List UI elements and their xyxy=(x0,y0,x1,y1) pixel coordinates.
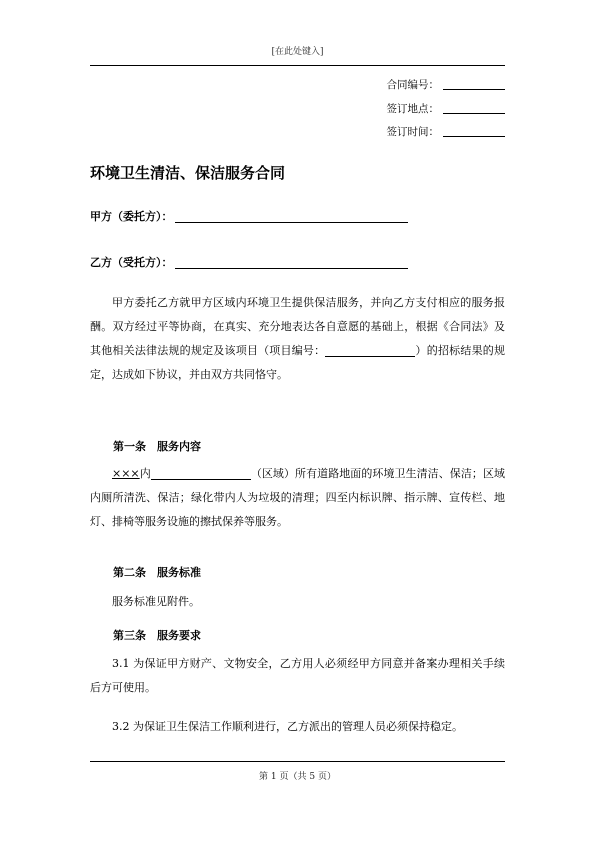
footer-rule xyxy=(90,761,505,762)
article-3-item-1: 3.1 为保证甲方财产、文物安全，乙方用人必须经甲方同意并备案办理相关手续后方可使用。 xyxy=(90,657,505,694)
article-1-paragraph xyxy=(90,462,505,534)
intro-text-1: 甲方委托乙方就甲方区域内环境卫生提供保洁服务，并向乙方支付相应的服务报酬。双方经过平等协商，在真实、充分地表达各自意愿的基础上，根据《合同法》及其他相关法律法规的规定及该项目（项目编号： xyxy=(90,296,505,357)
intro-text-2: ）的招标结果的规定，达成如下协议，并由双方共同恪守。 xyxy=(90,344,505,381)
party-b-row xyxy=(90,254,408,270)
sign-time-field[interactable] xyxy=(443,126,505,137)
party-a-label: 甲方（委托方）： xyxy=(90,210,173,223)
intro-paragraph xyxy=(90,291,505,387)
party-b-label: 乙方（受托方）： xyxy=(90,256,173,269)
sign-time-label: 签订时间： xyxy=(386,126,439,138)
article-3-heading: 第三条 服务要求 xyxy=(113,629,201,642)
party-b-field[interactable] xyxy=(175,257,408,269)
header-rule xyxy=(90,65,505,66)
party-a-field[interactable] xyxy=(175,211,408,223)
contract-number-field[interactable] xyxy=(443,79,505,90)
article-2-heading: 第二条 服务标准 xyxy=(113,566,201,579)
header-placeholder[interactable]: [在此处键入] xyxy=(271,47,324,57)
area-placeholder[interactable]: ××× xyxy=(112,467,140,480)
party-a-row xyxy=(90,208,408,224)
article-1-text: （区域）所有道路地面的环境卫生清洁、保洁；区域内厕所清洗、保洁；绿化带内人为垃圾的清理；四至内标识牌、指示牌、宣传栏、地灯、排椅等服务设施的擦拭保养等服务。 xyxy=(90,467,506,528)
page-number: 第 1 页（共 5 页） xyxy=(259,772,336,782)
area-field[interactable] xyxy=(151,468,251,480)
article-3-item-2: 3.2 为保证卫生保洁工作顺利进行，乙方派出的管理人员必须保持稳定。 xyxy=(112,720,463,733)
contract-number-label: 合同编号： xyxy=(386,79,439,91)
sign-place-row xyxy=(387,101,506,116)
article-1-heading: 第一条 服务内容 xyxy=(113,440,201,453)
project-number-field[interactable] xyxy=(325,345,415,357)
contract-number-row xyxy=(387,77,506,92)
sign-place-field[interactable] xyxy=(443,103,505,114)
document-title: 环境卫生清洁、保洁服务合同 xyxy=(90,164,286,182)
article-1-mid: 内 xyxy=(139,467,151,480)
article-2-text: 服务标准见附件。 xyxy=(112,595,200,608)
sign-place-label: 签订地点： xyxy=(386,103,439,115)
sign-time-row xyxy=(387,124,506,139)
